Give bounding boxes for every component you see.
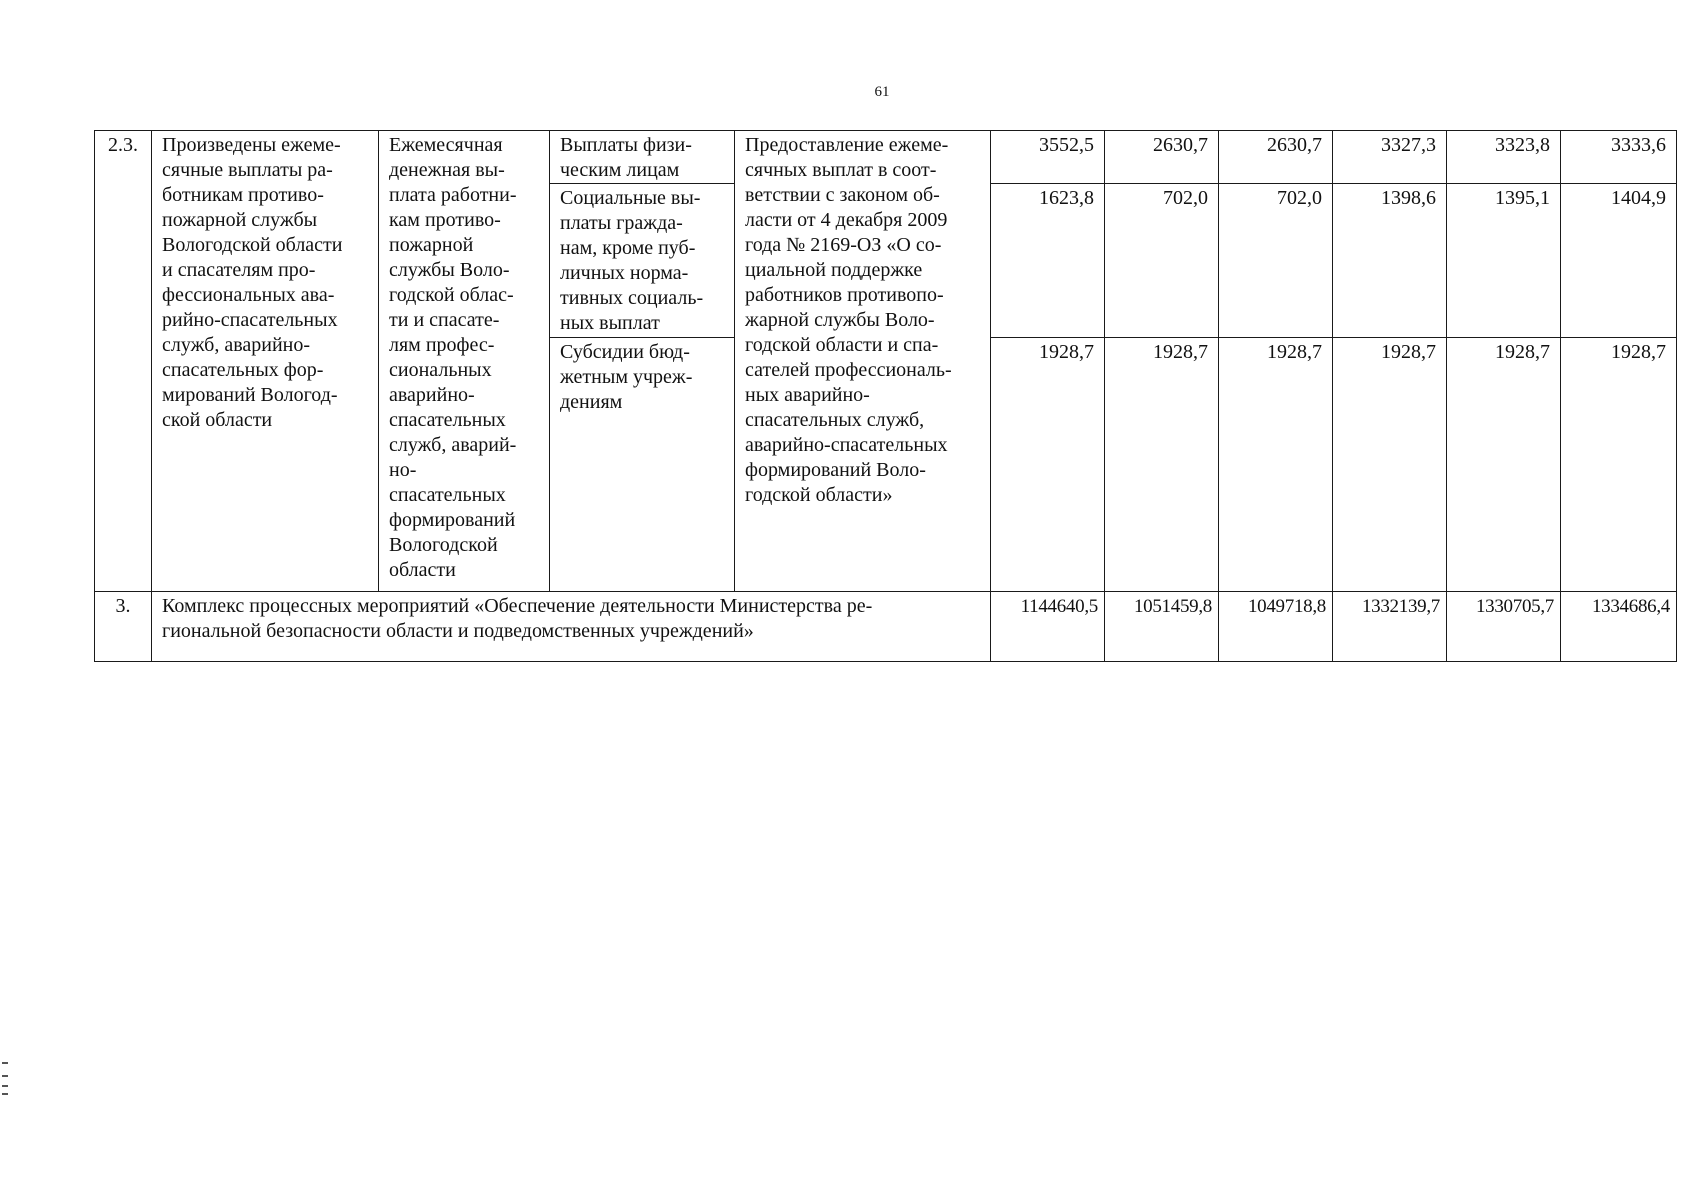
row-code: 2.3. [95, 131, 152, 592]
value-cell: 1051459,8 [1105, 592, 1219, 662]
budget-table [94, 130, 1677, 662]
value-cell: 3323,8 [1447, 131, 1561, 184]
value-cell: 2630,7 [1219, 131, 1333, 184]
value-cell: 1398,6 [1333, 184, 1447, 338]
value-cell: 1395,1 [1447, 184, 1561, 338]
value-cell: 1928,7 [1219, 338, 1333, 592]
scan-mark [2, 1085, 8, 1087]
scan-mark [2, 1093, 8, 1095]
value-cell: 1330705,7 [1447, 592, 1561, 662]
scan-mark [2, 1075, 8, 1077]
value-cell: 1334686,4 [1561, 592, 1677, 662]
value-cell: 1928,7 [1333, 338, 1447, 592]
value-cell: 1928,7 [1105, 338, 1219, 592]
value-cell: 1928,7 [991, 338, 1105, 592]
table-row [95, 131, 1677, 184]
value-cell: 702,0 [1219, 184, 1333, 338]
value-cell: 3552,5 [991, 131, 1105, 184]
value-cell: 3327,3 [1333, 131, 1447, 184]
complex-title-cell: Комплекс процессных мероприятий «Обеспечение деятельности Министерства ре- гиональной безопасности области и подведомственных учреждений» [152, 592, 991, 662]
value-cell: 1623,8 [991, 184, 1105, 338]
value-cell: 3333,6 [1561, 131, 1677, 184]
expense-type-cell: Выплаты физи- ческим лицам [550, 131, 735, 184]
scan-mark [2, 1062, 8, 1064]
value-cell: 702,0 [1105, 184, 1219, 338]
measure-cell: Ежемесячная денежная вы- плата работни- кам противо- пожарной службы Воло- годской облас- ти и спасате- лям профес- сиональных аварийно- спасательных служб, аварий- но- спасательных формирований Вологодской области [379, 131, 550, 592]
value-cell: 1404,9 [1561, 184, 1677, 338]
value-cell: 1928,7 [1447, 338, 1561, 592]
result-cell: Произведены ежеме- сячные выплаты ра- ботникам противо- пожарной службы Вологодской области и спасателям про- фессиональных ава- рийно-спасательных служб, аварийно- спасательных фор- мирований Вологод- ской области [152, 131, 379, 592]
page-number: 61 [874, 84, 890, 100]
expense-type-cell: Социальные вы- платы гражда- нам, кроме пуб- личных норма- тивных социаль- ных выплат [550, 184, 735, 338]
value-cell: 1049718,8 [1219, 592, 1333, 662]
expense-type-cell: Субсидии бюд- жетным учреж- дениям [550, 338, 735, 592]
value-cell: 1144640,5 [991, 592, 1105, 662]
table-row [95, 592, 1677, 662]
value-cell: 1332139,7 [1333, 592, 1447, 662]
value-cell: 1928,7 [1561, 338, 1677, 592]
basis-cell: Предоставление ежеме- сячных выплат в соот- ветствии с законом об- ласти от 4 декабря 2009 года № 2169-ОЗ «О со- циальной поддержке работников противопо- жарной службы Воло- годской области и спа- сателей профессиональ- ных аварийно- спасательных служб, аварийно-спасательных формирований Воло- годской области» [735, 131, 991, 592]
value-cell: 2630,7 [1105, 131, 1219, 184]
row-code: 3. [95, 592, 152, 662]
